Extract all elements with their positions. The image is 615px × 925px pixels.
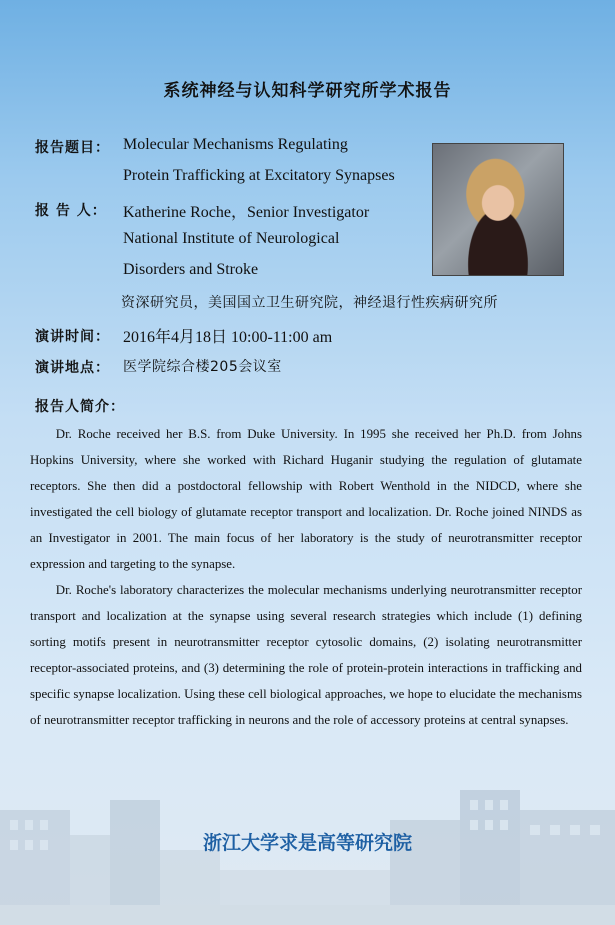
location-value: 医学院综合楼205会议室	[123, 359, 282, 375]
bio-label: 报告人简介：	[35, 399, 125, 415]
speaker-line-3: Disorders and Stroke	[123, 261, 259, 278]
topic-line-1: Molecular Mechanisms Regulating	[123, 136, 348, 153]
topic-line-2: Protein Trafficking at Excitatory Synapses	[123, 167, 395, 184]
speaker-line-2: National Institute of Neurological	[123, 230, 340, 247]
speaker-label: 报 告 人：	[35, 203, 107, 219]
time-value: 2016年4月18日 10:00-11:00 am	[123, 329, 333, 346]
speaker-cn-affiliation: 资深研究员，美国国立卫生研究院，神经退行性疾病研究所	[121, 295, 498, 311]
location-label: 演讲地点：	[35, 360, 110, 376]
speaker-line-1: Katherine Roche，Senior Investigator	[123, 204, 370, 221]
bio-paragraph-2: Dr. Roche's laboratory characterizes the molecular mechanisms underlying neurotransmitter receptor transport and localization at the synapse using several research strategies which include (1) defining sorting motifs present in neurotransmitter receptor cytosolic domains, (2) isolating neurotransmitter receptor-associated proteins, and (3) determining the role of protein-protein interactions in trafficking and specific synapse localization. Using these cell biological approaches, we hope to elucidate the mechanisms of neurotransmitter receptor trafficking in neurons and the role of accessory proteins at central synapses.	[30, 583, 582, 727]
bio-paragraph-1: Dr. Roche received her B.S. from Duke University. In 1995 she received her Ph.D. from Johns Hopkins University, where she worked with Richard Huganir studying the regulation of glutamate receptors. She then did a postdoctoral fellowship with Robert Wenthold in the NIDCD, where she investigated the cell biology of glutamate receptor transport and localization. Dr. Roche joined NINDS as an Investigator in 2001. The main focus of her laboratory is the study of neurotransmitter receptor expression and targeting to the synapse.	[30, 427, 582, 571]
institute-name: 浙江大学求是高等研究院	[202, 832, 412, 854]
bio-text	[30, 421, 582, 733]
page-title: 系统神经与认知科学研究所学术报告	[163, 81, 452, 101]
speaker-photo	[432, 143, 564, 276]
topic-label: 报告题目：	[35, 140, 110, 156]
time-label: 演讲时间：	[35, 329, 110, 345]
